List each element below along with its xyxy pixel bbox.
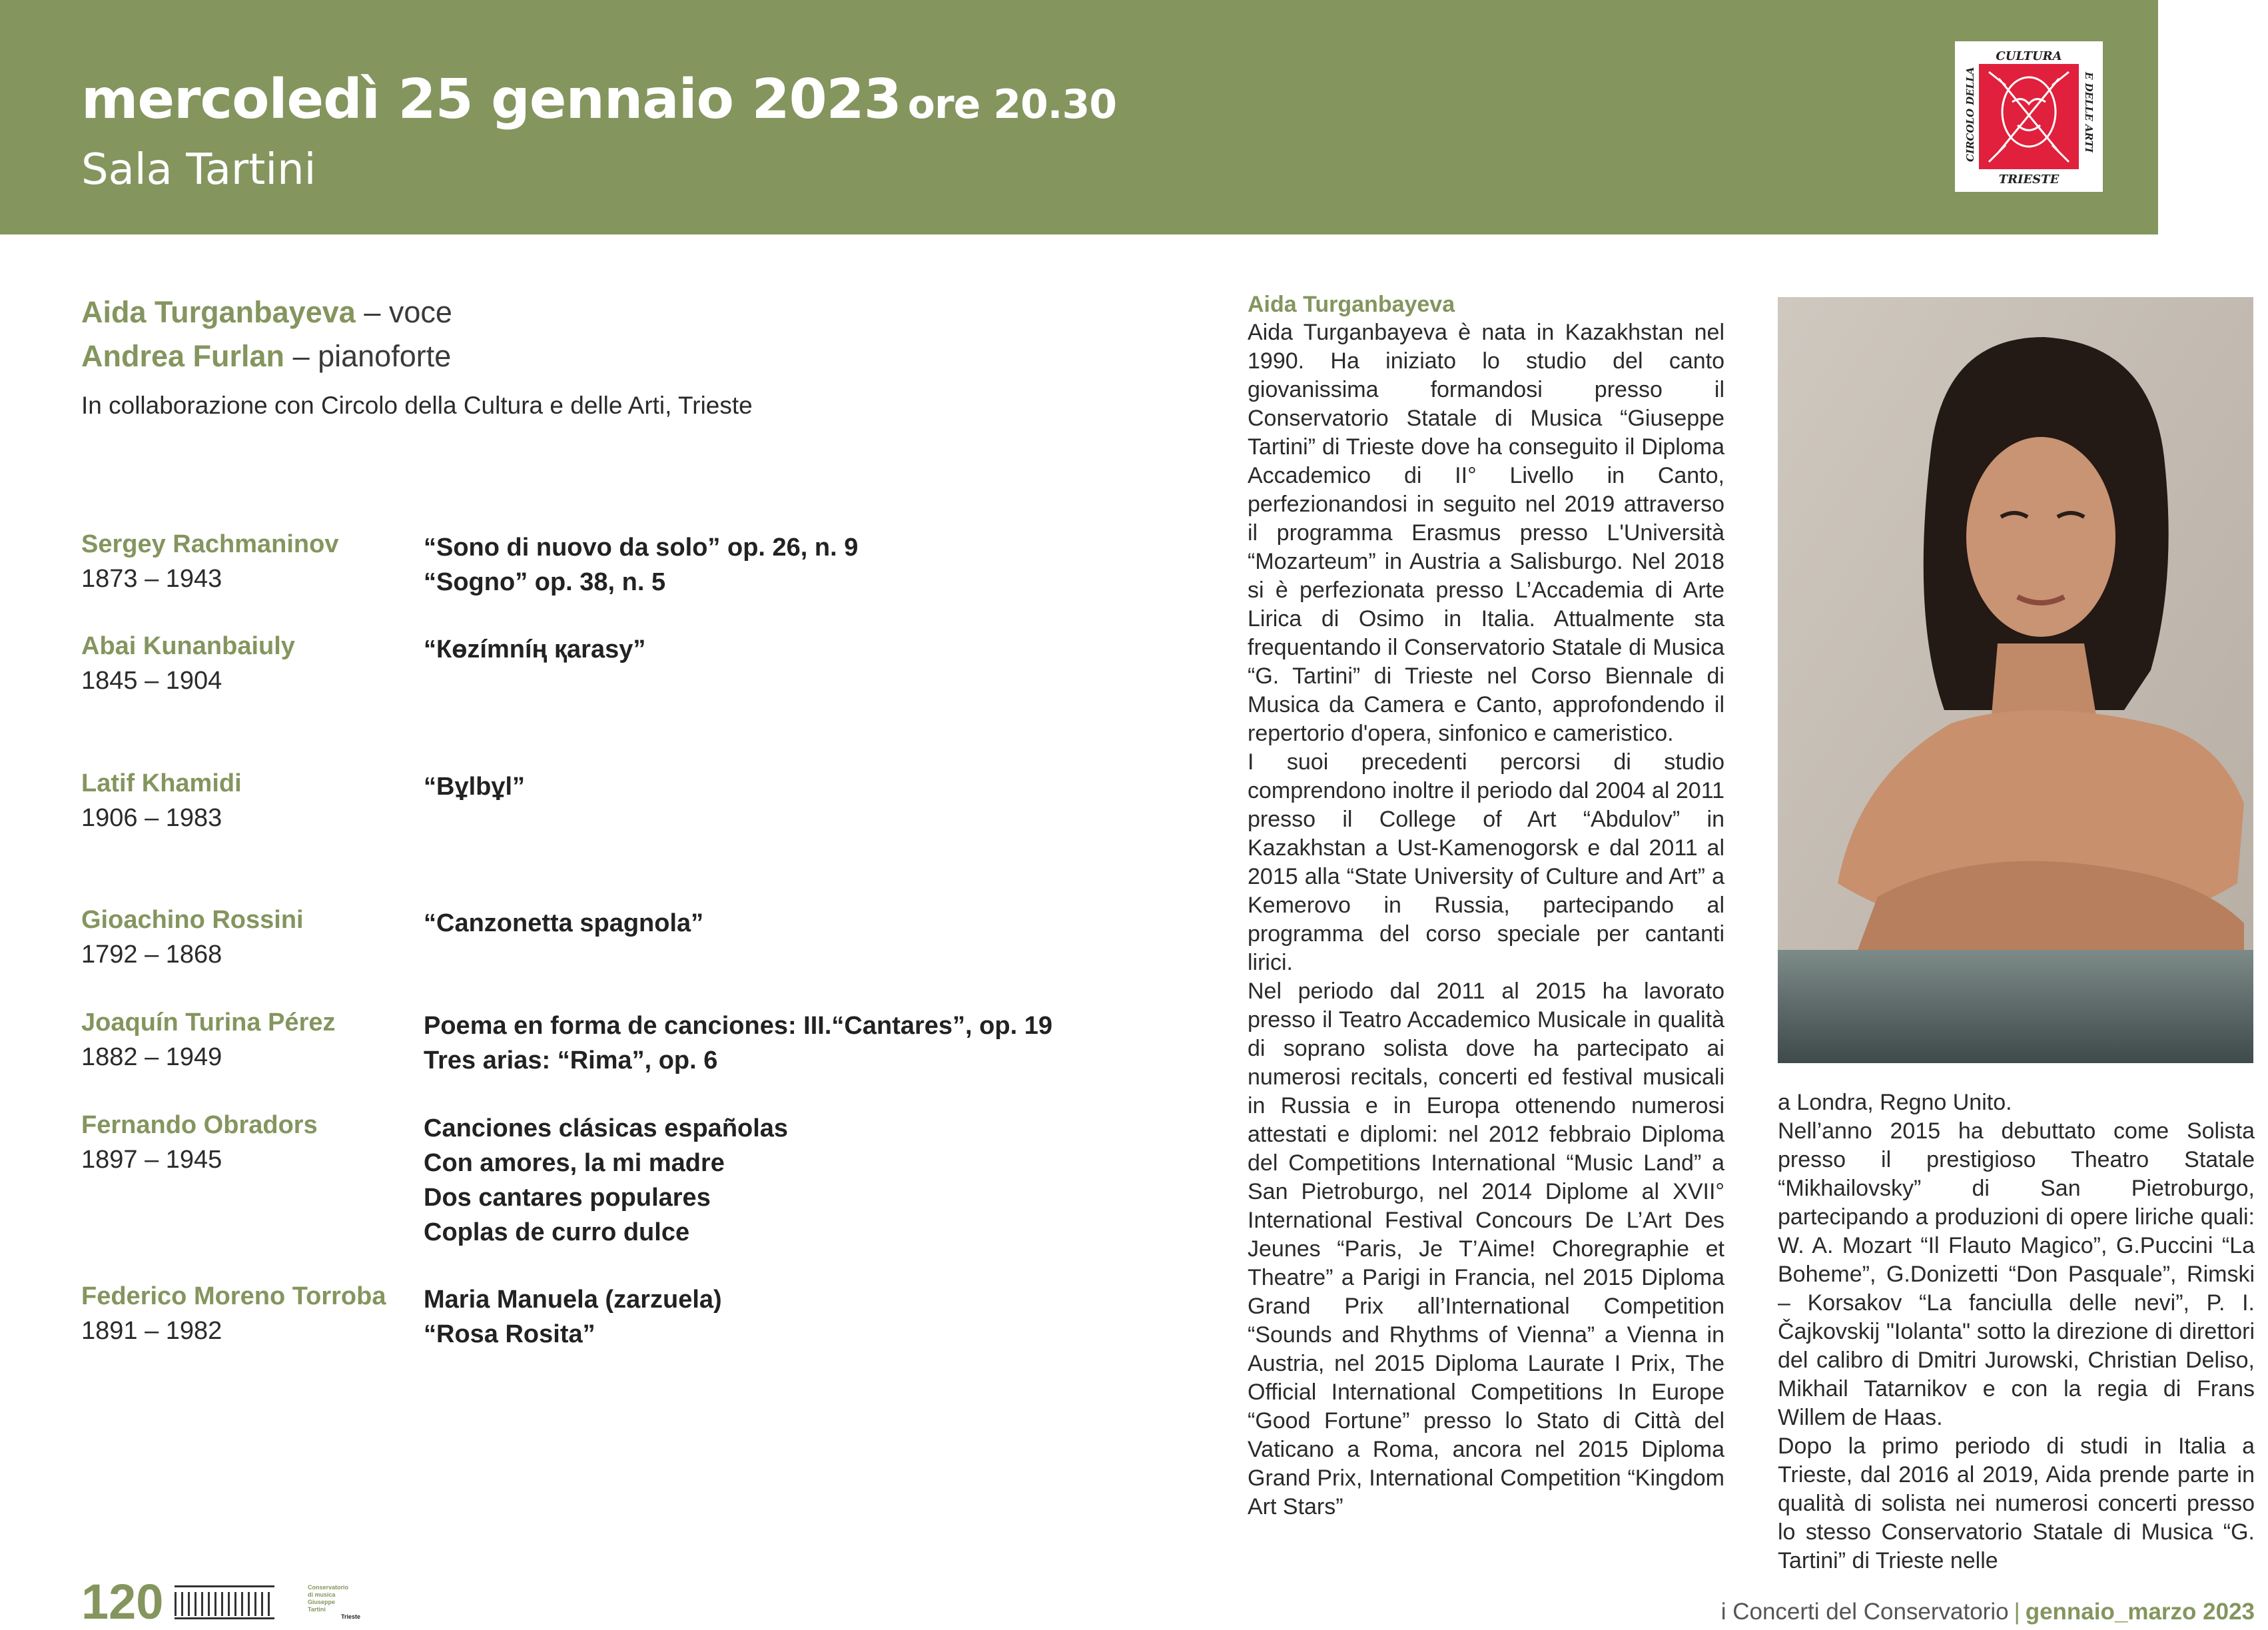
- performer-role: – pianoforte: [292, 339, 452, 373]
- biography-text: [1248, 318, 1724, 1521]
- composer-years: 1873 – 1943: [81, 565, 222, 593]
- series-name: i Concerti del Conservatorio: [1720, 1599, 2009, 1625]
- work-title: Poema en forma de canciones: III.“Cantares”, op. 19: [424, 1012, 1052, 1040]
- work-title: Maria Manuela (zarzuela): [424, 1286, 722, 1314]
- work-title: Canciones clásicas españolas: [424, 1114, 789, 1142]
- svg-text:di musica: di musica: [308, 1591, 336, 1598]
- circolo-logo-icon: [1959, 45, 2099, 188]
- footer-separator: |: [2014, 1599, 2020, 1625]
- conservatory-logo: [175, 1580, 368, 1621]
- work-title: “Sono di nuovo da solo” op. 26, n. 9: [424, 534, 859, 562]
- composer-name: Joaquín Turina Pérez: [81, 1009, 336, 1036]
- artist-photo: [1778, 297, 2253, 1063]
- works-list: [424, 769, 525, 804]
- svg-text:Giuseppe: Giuseppe: [308, 1599, 336, 1605]
- biography-column-1: [1248, 290, 1724, 1521]
- event-time: ore 20.30: [907, 81, 1116, 128]
- circolo-logo: [1955, 41, 2103, 192]
- collaboration-note: In collaborazione con Circolo della Cultura e delle Arti, Trieste: [81, 392, 753, 419]
- portrait-photo-icon: [1778, 297, 2253, 1063]
- svg-text:CULTURA: CULTURA: [1996, 49, 2062, 63]
- composer-years: 1891 – 1982: [81, 1317, 222, 1345]
- work-title: “Rosa Rosita”: [424, 1320, 595, 1348]
- performer-name: Aida Turganbayeva: [81, 295, 356, 329]
- page-number: 120: [81, 1574, 164, 1629]
- performer-role: – voce: [364, 295, 452, 329]
- performer-row: [81, 290, 452, 334]
- work-title: Con amores, la mi madre: [424, 1149, 725, 1177]
- work-title: “Көzímníң қarasy”: [424, 635, 646, 663]
- works-list: [424, 1282, 722, 1352]
- composer-name: Abai Kunanbaiuly: [81, 632, 295, 660]
- biography-column-2: [1778, 1088, 2255, 1575]
- composer-name: Federico Moreno Torroba: [81, 1282, 386, 1310]
- svg-text:Conservatorio: Conservatorio: [308, 1584, 349, 1591]
- performer-name: Andrea Furlan: [81, 339, 285, 373]
- biography-title: Aida Turganbayeva: [1248, 292, 1455, 317]
- biography-paragraph: a Londra, Regno Unito.: [1778, 1090, 2012, 1115]
- work-title: Coplas de curro dulce: [424, 1218, 690, 1246]
- composer-years: 1906 – 1983: [81, 804, 222, 832]
- header-banner: [0, 0, 2158, 234]
- event-hall: Sala Tartini: [81, 145, 316, 195]
- svg-text:E DELLE ARTI: E DELLE ARTI: [2083, 72, 2095, 153]
- work-title: “Bұlbұl”: [424, 773, 526, 801]
- composer-years: 1897 – 1945: [81, 1146, 222, 1174]
- svg-text:Trieste: Trieste: [341, 1613, 361, 1620]
- event-date: [81, 68, 1116, 131]
- biography-paragraph: Nell’anno 2015 ha debuttato come Solista presso il prestigioso Theatro Statale “Mikhailovsky” di San Pietroburgo, partecipando a produzioni di opere liriche quali: W. A. Mozart “Il Flauto Magico”, G.Puccini “La Boheme”, G.Donizetti “Don Pasquale”, Rimski – Korsakov “La fanciulla delle nevi”, P. I. Čajkovskij "Iolanta" sotto la direzione di direttori del calibro di Dmitri Jurowski, Christian Deliso, Mikhail Tatarnikov e con la regia di Frans Willem de Haas.: [1778, 1118, 2255, 1430]
- work-title: Tres arias: “Rima”, op. 6: [424, 1046, 718, 1074]
- svg-text:Tartini: Tartini: [308, 1606, 326, 1613]
- biography-paragraph: Aida Turganbayeva è nata in Kazakhstan nel 1990. Ha iniziato lo studio del canto giovanissima formandosi presso il Conservatorio Statale di Musica “Giuseppe Tartini” di Trieste dove ha conseguito il Diploma Accademico di II° Livello in Canto, perfezionandosi in seguito nel 2019 attraverso il programma Erasmus presso L'Università “Mozarteum” in Austria a Salisburgo. Nel 2018 si è perfezionata presso L’Accademia di Arte Lirica di Osimo in Italia. Attualmente sta frequentando il Conservatorio Statale di Musica “G. Tartini” di Trieste nel Corso Biennale di Musica da Camera e Canto, approfondendo il repertorio d'opera, sinfonico e cameristico.: [1248, 320, 1724, 746]
- footer-series: [1721, 1599, 2255, 1625]
- biography-paragraph: Nel periodo dal 2011 al 2015 ha lavorato presso il Teatro Accademico Musicale in qualità di soprano solista dove ha partecipato ai numerosi recitals, concerti ed festival musicali in Russia e in Europa ottenendo numerosi attestati e diplomi: nel 2012 febbraio Diploma del Competitions International “Music Land” a San Pietroburgo, nel 2014 Diplome al XVII° International Festival Concours De L’Art Des Jeunes “Paris, Je T’Aime! Choregraphie et Theatre” a Parigi in Francia, nel 2015 Diploma Grand Prix all’International Competition “Sounds and Rhythms of Vienna” a Vienna in Austria, nel 2015 Diploma Laurate I Prix, The Official International Competitions In Europe “Good Fortune” presso lo Stato di Città del Vaticano a Roma, ancora nel 2015 Diploma Grand Prix, International Competition “Kingdom Art Stars”: [1248, 979, 1724, 1519]
- works-list: [424, 1009, 1052, 1078]
- works-list: [424, 530, 858, 600]
- conservatory-logo-icon: [175, 1580, 368, 1621]
- performers-list: [81, 290, 452, 378]
- composer-name: Latif Khamidi: [81, 769, 242, 797]
- works-list: [424, 906, 703, 941]
- work-title: “Canzonetta spagnola”: [424, 909, 704, 937]
- composer-years: 1845 – 1904: [81, 667, 222, 695]
- composer-name: Gioachino Rossini: [81, 906, 304, 934]
- performer-row: [81, 334, 452, 378]
- series-period: gennaio_marzo 2023: [2025, 1599, 2255, 1625]
- works-list: [424, 632, 645, 667]
- composer-years: 1792 – 1868: [81, 941, 222, 969]
- biography-paragraph: Dopo la primo periodo di studi in Italia a Trieste, dal 2016 al 2019, Aida prende parte in qualità di solista nei numerosi concerti presso lo stesso Conservatorio Statale di Musica “G. Tartini” di Trieste nelle: [1778, 1433, 2255, 1573]
- work-title: “Sogno” op. 38, n. 5: [424, 568, 666, 596]
- svg-text:TRIESTE: TRIESTE: [1998, 173, 2060, 187]
- event-date-text: mercoledì 25 gennaio 2023: [81, 68, 901, 131]
- works-list: [424, 1111, 788, 1250]
- composer-name: Sergey Rachmaninov: [81, 530, 339, 558]
- biography-paragraph: I suoi precedenti percorsi di studio comprendono inoltre il periodo dal 2004 al 2011 presso il College of Art “Abdulov” in Kazakhstan a Ust-Kamenogorsk e dal 2011 al 2015 alla “State University of Culture and Art” a Kemerovo in Russia, partecipando al programma del corso speciale per cantanti lirici.: [1248, 749, 1724, 975]
- svg-text:CIRCOLO DELLA: CIRCOLO DELLA: [1964, 67, 1976, 162]
- composer-name: Fernando Obradors: [81, 1111, 318, 1139]
- composer-years: 1882 – 1949: [81, 1043, 222, 1071]
- work-title: Dos cantares populares: [424, 1184, 711, 1212]
